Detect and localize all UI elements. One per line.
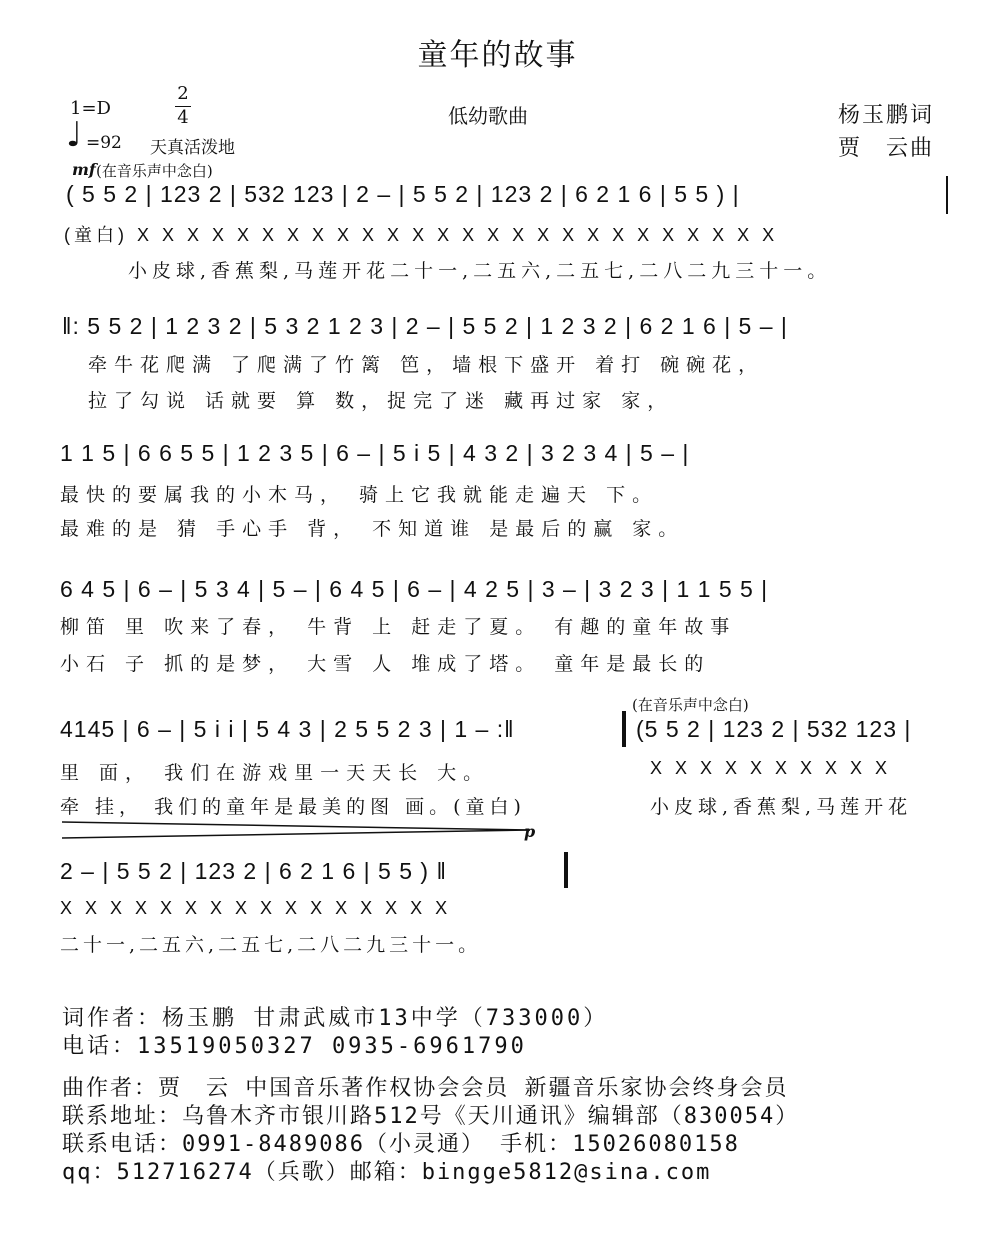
barline [946,176,948,214]
intro-words: 小皮球,香蕉梨,马莲开花二十一,二五六,二五七,二八二九三十一。 [128,260,832,282]
words-5-coda: 小皮球,香蕉梨,马莲开花 [650,796,913,818]
recitation-note-2: (在音乐声中念白) [632,696,749,714]
melody-line-5-coda: (5 5 2 | 123 2 | 532 123 | [636,716,912,742]
dynamic-p: p [524,822,536,841]
melody-line-6: 2 – | 5 5 2 | 123 2 | 6 2 1 6 | 5 5 ) ‖ [60,858,447,884]
intro-melody: ( 5 5 2 | 123 2 | 532 123 | 2 – | 5 5 2 | 123 2 | 6 2 1 6 | 5 5 ) | [66,181,740,207]
lyricist-info: 词作者：杨玉鹏 甘肃武威市13中学（733000） [62,1006,609,1031]
lyricist-credit: 杨玉鹏词 [838,103,935,128]
genre-label: 低幼歌曲 [448,104,528,128]
melody-line-5: 4145 | 6 – | 5 i i | 5 4 3 | 2 5 5 2 3 | 1 – :‖ [60,716,515,742]
tempo-marking: =92 [86,133,122,153]
composer-info: 曲作者：贾 云 中国音乐著作权协会会员 新疆音乐家协会终身会员 [62,1076,789,1101]
expression-marking: 天真活泼地 [150,138,235,158]
final-barline [564,852,568,888]
melody-line-3: 1 1 5 | 6 6 5 5 | 1 2 3 5 | 6 – | 5 i 5 | 4 3 2 | 3 2 3 4 | 5 – | [60,440,690,466]
repeat-end-barline [622,711,626,747]
decrescendo-hairpin [60,818,540,842]
recitation-note: (在音乐声中念白) [96,162,213,180]
words-line-6: 二十一,二五六,二五七,二八二九三十一。 [60,934,482,956]
lyrics-2-verse-2: 拉了勾说 话就要 算 数，捉完了迷 藏再过家 家， [88,390,674,412]
quarter-note-icon: ♩ [66,115,83,155]
composer-email: qq：512716274（兵歌）邮箱：bingge5812@sina.com [62,1160,712,1185]
lyrics-2-verse-1: 牵牛花爬满 了爬满了竹篱 笆，墙根下盛开 着打 碗碗花， [88,354,765,376]
rhythm-line-6: X X X X X X X X X X X X X X X X [60,898,452,918]
rhythm-5-coda: X X X X X X X X X X [650,758,892,778]
lyrics-4-verse-2: 小石 子 抓的是梦， 大雪 人 堆成了塔。 童年是最长的 [60,653,711,675]
lyrics-3-verse-2: 最难的是 猜 手心手 背， 不知道谁 是最后的赢 家。 [60,518,685,540]
composer-address: 联系地址：乌鲁木齐市银川路512号《天川通讯》编辑部（830054） [62,1104,800,1129]
melody-line-2: ‖: 5 5 2 | 1 2 3 2 | 5 3 2 1 2 3 | 2 – | 5 5 2 | 1 2 3 2 | 6 2 1 6 | 5 – | [62,313,788,339]
time-signature-top: 2 [177,83,189,104]
lyrics-4-verse-1: 柳笛 里 吹来了春， 牛背 上 赶走了夏。 有趣的童年故事 [60,616,737,638]
lyrics-3-verse-1: 最快的要属我的小木马， 骑上它我就能走遍天 下。 [60,484,659,506]
composer-credit: 贾 云曲 [838,136,935,161]
lyrics-5-verse-1: 里 面， 我们在游戏里一天天长 大。 [60,762,490,784]
key-signature: 1=D [70,98,111,119]
intro-rhythm: (童白) X X X X X X X X X X X X X X X X X X X X X X X X X X [64,225,779,245]
time-signature-bottom: 4 [177,107,189,128]
lyricist-phone: 电话：13519050327 0935-6961790 [62,1034,527,1059]
melody-line-4: 6 4 5 | 6 – | 5 3 4 | 5 – | 6 4 5 | 6 – | 4 2 5 | 3 – | 3 2 3 | 1 1 5 5 | [60,576,769,602]
song-title: 童年的故事 [417,38,578,73]
composer-phone: 联系电话：0991-8489086（小灵通） 手机：15026080158 [62,1132,740,1157]
dynamic-mf: mf [72,160,96,179]
lyrics-5-verse-2: 牵 挂， 我们的童年是最美的图 画。(童白) [60,796,526,818]
